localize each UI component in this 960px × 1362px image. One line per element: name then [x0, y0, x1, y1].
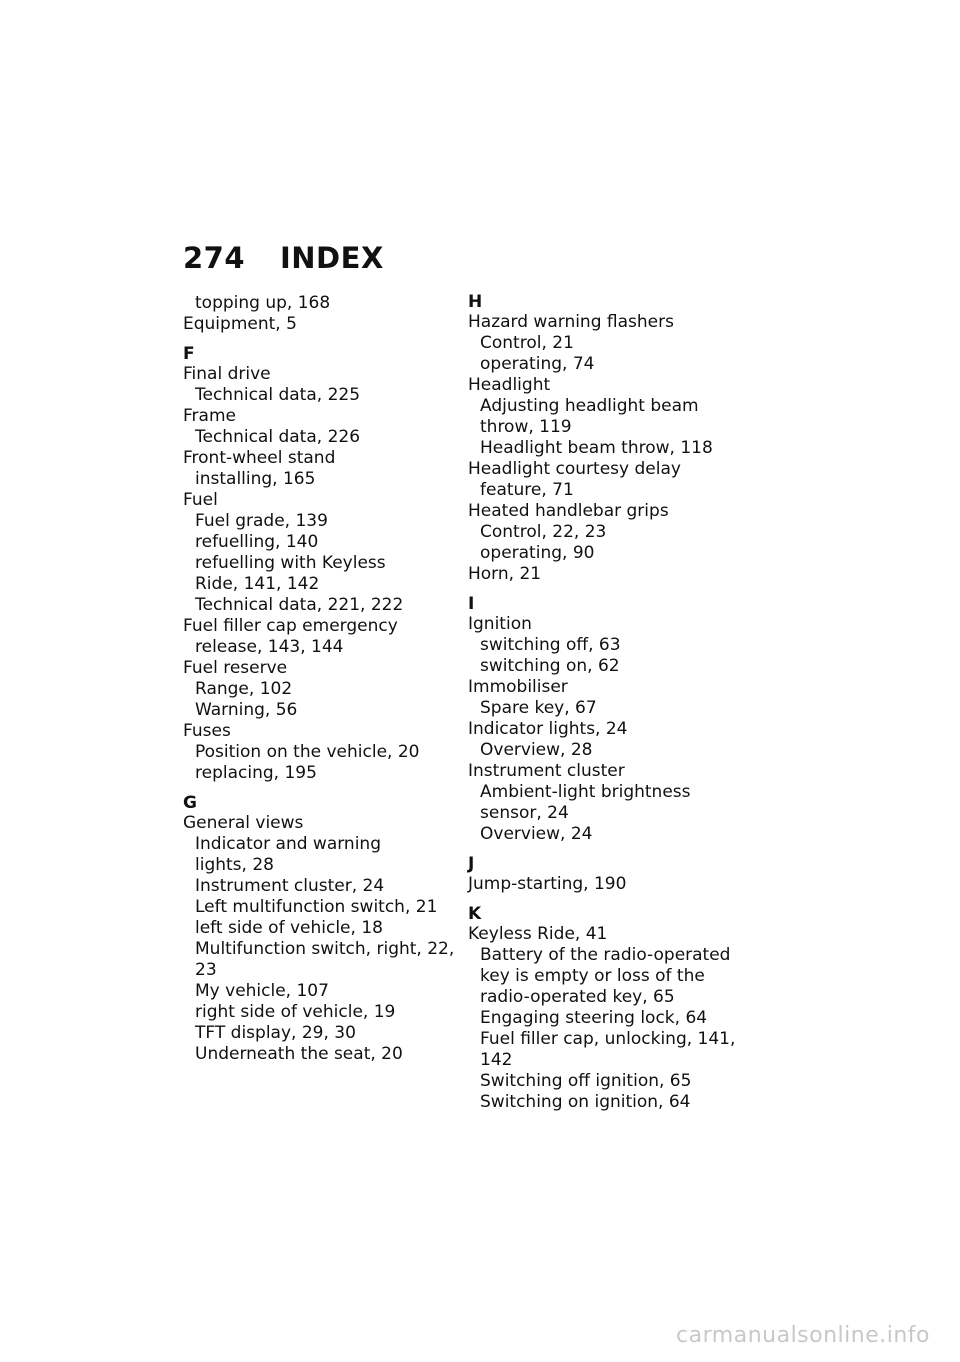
index-subentry: Ride, 141, 142: [195, 574, 320, 594]
page-header: [183, 241, 384, 281]
index-subentry: refuelling, 140: [195, 532, 319, 552]
index-subentry: installing, 165: [195, 469, 316, 489]
index-subentry: Overview, 24: [480, 824, 593, 844]
index-entry: Ignition: [468, 614, 532, 634]
index-entry: Headlight: [468, 375, 551, 395]
index-subentry: sensor, 24: [480, 803, 569, 823]
index-subentry: Technical data, 225: [195, 385, 361, 405]
index-subentry: Adjusting headlight beam: [480, 396, 699, 416]
index-subentry: Range, 102: [195, 679, 293, 699]
index-subentry: left side of vehicle, 18: [195, 918, 383, 938]
index-entry: Fuel: [183, 490, 218, 510]
index-subentry: refuelling with Keyless: [195, 553, 386, 573]
index-subentry: Battery of the radio-operated: [480, 945, 731, 965]
index-subentry: Technical data, 221, 222: [195, 595, 404, 615]
page-title: INDEX: [280, 241, 384, 275]
index-subentry: Overview, 28: [480, 740, 593, 760]
index-entry: Horn, 21: [468, 564, 542, 584]
index-subentry: replacing, 195: [195, 763, 317, 783]
index-subentry: My vehicle, 107: [195, 981, 329, 1001]
index-subentry: Fuel filler cap, unlocking, 141,: [480, 1029, 736, 1049]
index-subentry: operating, 74: [480, 354, 595, 374]
index-subentry: Underneath the seat, 20: [195, 1044, 403, 1064]
index-subentry: 142: [480, 1050, 513, 1070]
index-entry: Equipment, 5: [183, 314, 297, 334]
index-subentry: Position on the vehicle, 20: [195, 742, 420, 762]
index-subentry: Multifunction switch, right, 22,: [195, 939, 455, 959]
index-subentry: Instrument cluster, 24: [195, 876, 385, 896]
index-entry: Immobiliser: [468, 677, 568, 697]
index-section-letter: F: [183, 344, 195, 364]
index-entry: Indicator lights, 24: [468, 719, 628, 739]
index-subentry: Fuel grade, 139: [195, 511, 328, 531]
index-subentry: switching on, 62: [480, 656, 620, 676]
index-subentry: Switching off ignition, 65: [480, 1071, 692, 1091]
index-subentry: TFT display, 29, 30: [195, 1023, 356, 1043]
index-entry: Hazard warning flashers: [468, 312, 674, 332]
index-subentry: Left multifunction switch, 21: [195, 897, 438, 917]
index-entry: Final drive: [183, 364, 271, 384]
index-subentry: throw, 119: [480, 417, 572, 437]
index-entry: Front-wheel stand: [183, 448, 336, 468]
index-subentry: Ambient-light brightness: [480, 782, 691, 802]
index-section-letter: K: [468, 904, 482, 924]
index-entry: Instrument cluster: [468, 761, 625, 781]
index-subentry: lights, 28: [195, 855, 274, 875]
index-subentry: feature, 71: [480, 480, 574, 500]
index-subentry: 23: [195, 960, 217, 980]
index-entry: General views: [183, 813, 304, 833]
index-subentry: operating, 90: [480, 543, 595, 563]
index-section-letter: I: [468, 594, 475, 614]
index-subentry: Control, 22, 23: [480, 522, 607, 542]
index-subentry: Control, 21: [480, 333, 574, 353]
index-section-letter: G: [183, 793, 197, 813]
index-entry: Headlight courtesy delay: [468, 459, 681, 479]
index-subentry: radio-operated key, 65: [480, 987, 675, 1007]
index-subentry: Warning, 56: [195, 700, 298, 720]
index-column-right: [468, 293, 740, 1113]
index-entry: Frame: [183, 406, 236, 426]
index-subentry: Indicator and warning: [195, 834, 381, 854]
index-subentry: Headlight beam throw, 118: [480, 438, 713, 458]
index-entry: Keyless Ride, 41: [468, 924, 608, 944]
index-entry: Fuel reserve: [183, 658, 288, 678]
index-subentry: release, 143, 144: [195, 637, 344, 657]
index-entry: Jump-starting, 190: [468, 874, 627, 894]
index-section-letter: J: [468, 854, 475, 874]
index-subentry: Engaging steering lock, 64: [480, 1008, 708, 1028]
index-entry: Fuel filler cap emergency: [183, 616, 398, 636]
index-subentry: key is empty or loss of the: [480, 966, 705, 986]
index-subentry: topping up, 168: [195, 293, 331, 313]
index-subentry: Technical data, 226: [195, 427, 361, 447]
index-column-left: [183, 293, 455, 1065]
watermark: carmanualsonline.info: [676, 1323, 930, 1348]
page-number: 274: [183, 241, 246, 275]
index-entry: Fuses: [183, 721, 231, 741]
index-subentry: switching off, 63: [480, 635, 621, 655]
index-subentry: Spare key, 67: [480, 698, 597, 718]
index-subentry: right side of vehicle, 19: [195, 1002, 396, 1022]
index-subentry: Switching on ignition, 64: [480, 1092, 691, 1112]
index-entry: Heated handlebar grips: [468, 501, 669, 521]
index-section-letter: H: [468, 292, 483, 312]
